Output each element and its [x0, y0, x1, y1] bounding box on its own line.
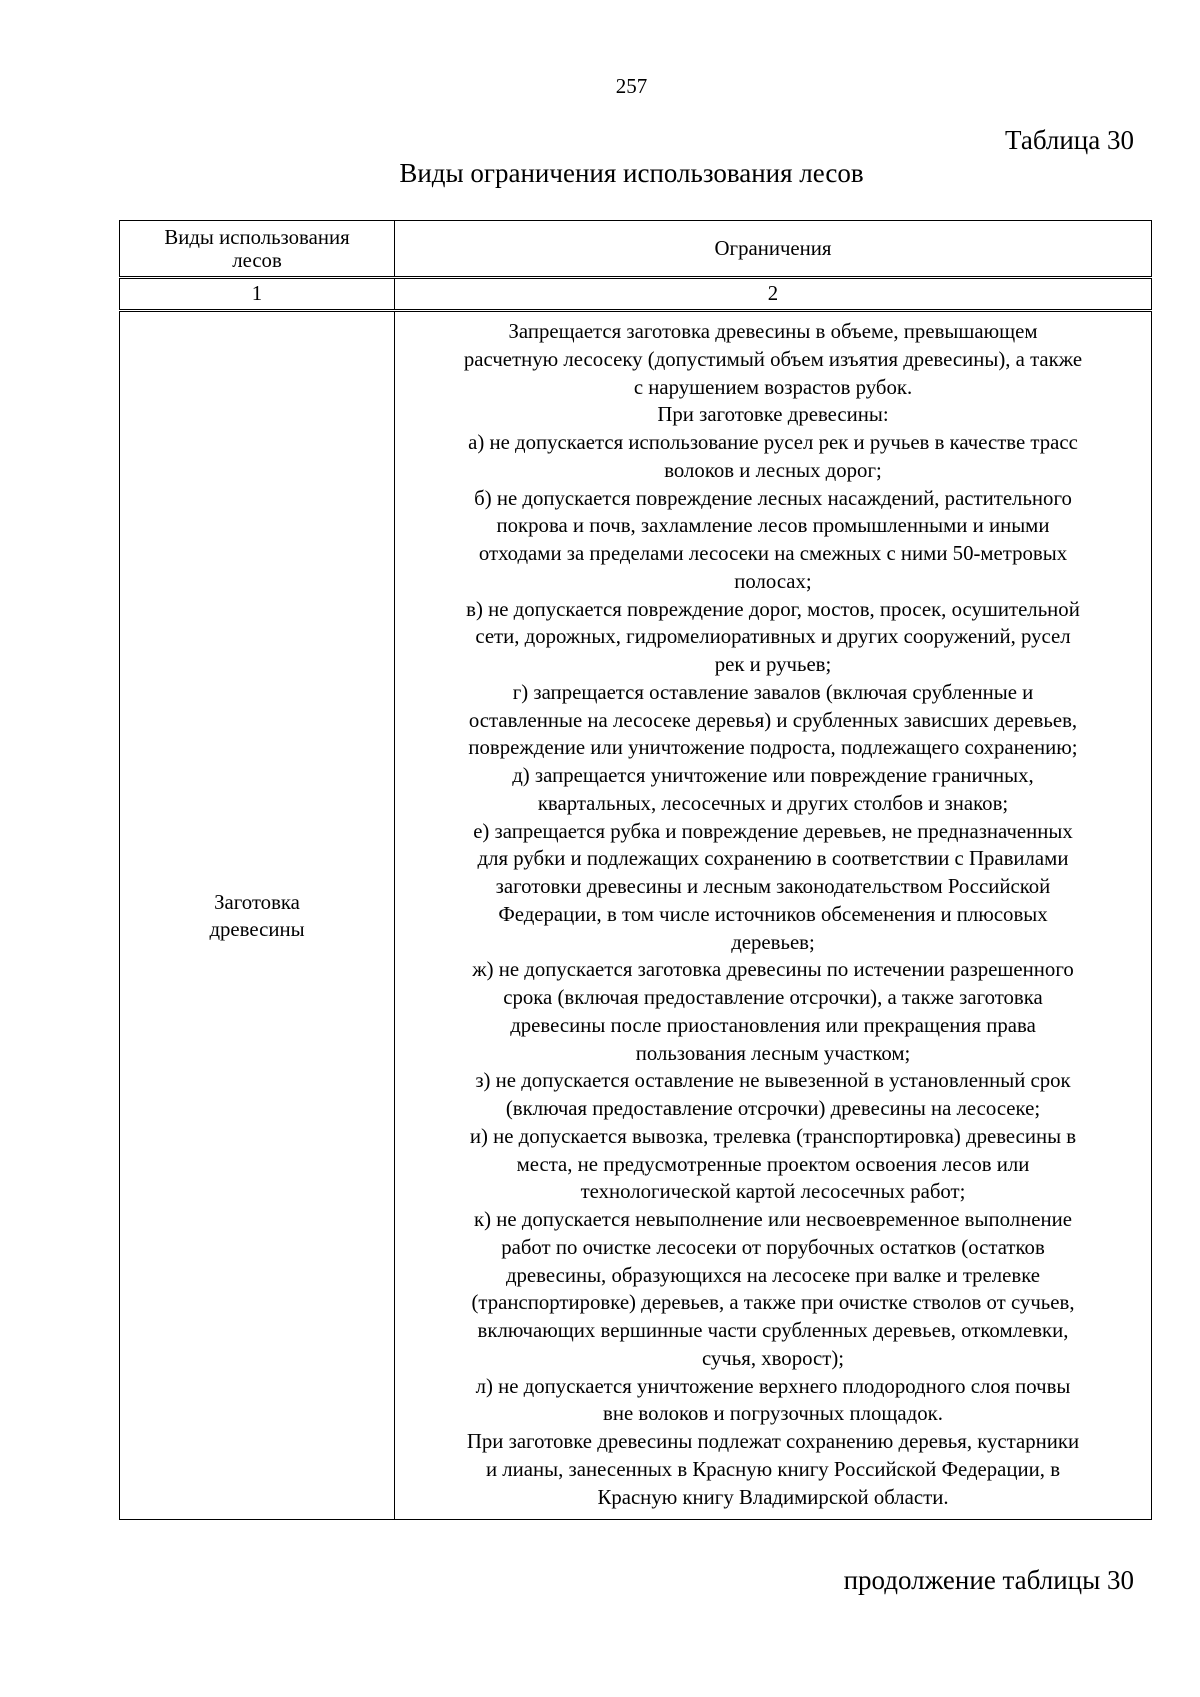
restriction-item-d: д) запрещается уничтожение или повреждение граничных, квартальных, лесосечных и других столбов и знаков; [512, 764, 1034, 815]
header-use-type: Виды использования лесов [120, 221, 395, 278]
header-restrictions: Ограничения [395, 221, 1152, 278]
restriction-item-b: б) не допускается повреждение лесных насаждений, растительного покрова и почв, захламление лесов промышленными и иными отходами за пределами лесосеки на смежных с ними 50-метровых полосах; [474, 486, 1072, 593]
continuation-label: продолжение таблицы 30 [843, 1565, 1134, 1595]
restriction-item-g: г) запрещается оставление завалов (включая срубленные и оставленные на лесосеке деревья) и срубленных зависших деревьев, повреждение или уничтожение подроста, подлежащего сохранению; [468, 680, 1078, 760]
restriction-paragraph: При заготовке древесины: [657, 403, 889, 427]
restrictions-table [119, 220, 1152, 1520]
restriction-item-z: з) не допускается оставление не вывезенной в установленный срок (включая предоставление отсрочки) древесины на лесосеке; [475, 1069, 1071, 1120]
restriction-item-e: е) запрещается рубка и повреждение деревьев, не предназначенных для рубки и подлежащих сохранению в соответствии с Правилами заготовки древесины и лесным законодательством Российской Федерации, в том числе источников обсеменения и плюсовых деревьев; [473, 819, 1073, 954]
restriction-item-l: л) не допускается уничтожение верхнего плодородного слоя почвы вне волоков и погрузочных площадок. [475, 1374, 1071, 1426]
table-title: Виды ограничения использования лесов [399, 158, 864, 188]
restriction-item-zh: ж) не допускается заготовка древесины по истечении разрешенного срока (включая предоставление отсрочки), а также заготовка древесины после приостановления или прекращения права пользования лесным участком; [472, 958, 1074, 1065]
restrictions-cell [395, 311, 1152, 1520]
column-number-2: 2 [395, 278, 1152, 311]
table-header-row [120, 221, 1152, 278]
restriction-item-a: а) не допускается использование русел рек и ручьев в качестве трасс волоков и лесных дорог; [468, 431, 1078, 482]
table-row [120, 311, 1152, 1520]
restriction-item-i: и) не допускается вывозка, трелевка (транспортировка) древесины в места, не предусмотренные проектом освоения лесов или технологической картой лесосечных работ; [469, 1124, 1077, 1204]
use-type-cell: Заготовка древесины [120, 311, 395, 1520]
restriction-item-k: к) не допускается невыполнение или несвоевременное выполнение работ по очистке лесосеки от порубочных остатков (остатков древесины, образующихся на лесосеке при валке и трелевке (транспортировке) деревьев, а также при очистке стволов от сучьев, включающих вершинные части срубленных деревьев, откомлевки, сучья, хворост); [471, 1208, 1075, 1370]
restriction-paragraph: Запрещается заготовка древесины в объеме, превышающем расчетную лесосеку (допустимый объем изъятия древесины), а также с нарушением возрастов рубок. [463, 320, 1083, 399]
column-number-row [120, 278, 1152, 311]
restriction-item-v: в) не допускается повреждение дорог, мостов, просек, осушительной сети, дорожных, гидромелиоративных и других сооружений, русел рек и ручьев; [466, 597, 1080, 676]
restriction-paragraph: При заготовке древесины подлежат сохранению деревья, кустарники и лианы, занесенных в Красную книгу Российской Федерации, в Красную книгу Владимирской области. [466, 1430, 1080, 1509]
column-number-1: 1 [120, 278, 395, 311]
page-number: 257 [615, 74, 648, 98]
table-label: Таблица 30 [1005, 125, 1134, 155]
